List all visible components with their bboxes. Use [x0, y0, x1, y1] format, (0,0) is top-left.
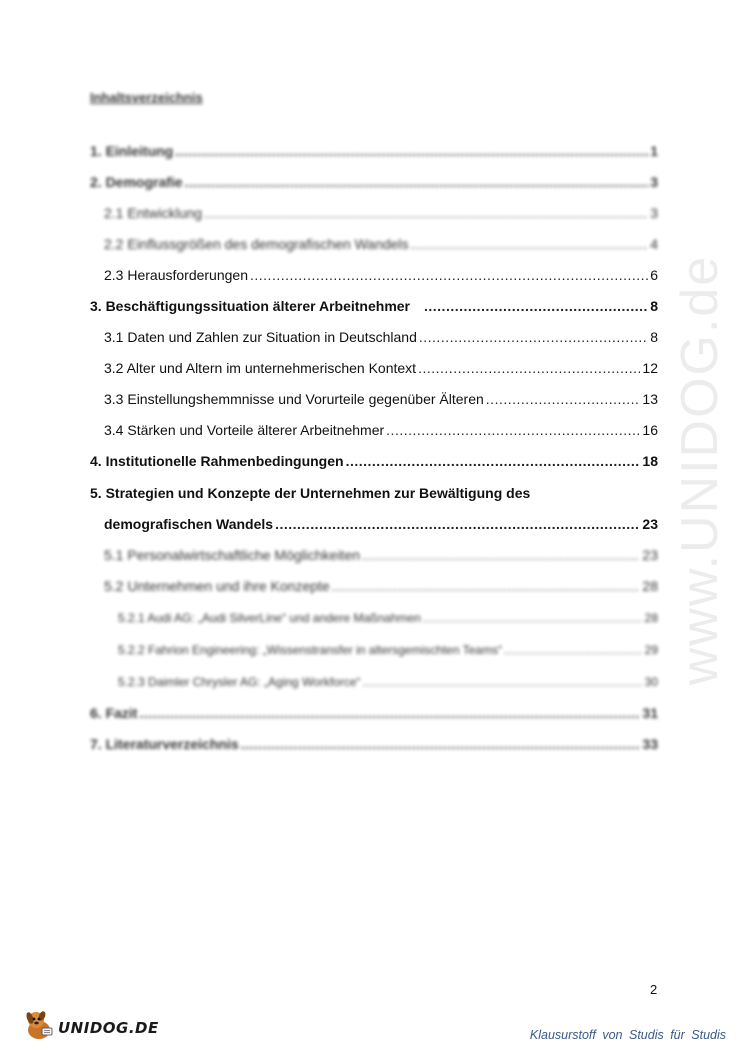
toc-entry[interactable]: [90, 452, 658, 470]
toc-entry-page: 16: [642, 422, 658, 438]
toc-entry-label: 2.2 Einflussgrößen des demografischen Wandels: [104, 236, 409, 252]
toc-entry-page: 13: [642, 391, 658, 407]
footer-slogan: Klausurstoff von Studis für Studis: [529, 1028, 726, 1042]
toc-entry[interactable]: [104, 359, 658, 377]
toc-entry[interactable]: [104, 390, 658, 408]
toc-entry-label: 3.3 Einstellungshemmnisse und Vorurteile gegenüber Älteren: [104, 391, 484, 407]
toc-entry[interactable]: [104, 421, 658, 439]
toc-leader-dots: [362, 546, 640, 564]
unidog-logo[interactable]: [22, 1008, 159, 1047]
toc-entry[interactable]: [118, 609, 658, 627]
toc-leader-dots: [332, 577, 641, 595]
watermark: www.UNIDOG.de: [671, 254, 729, 686]
toc-entry-page: 8: [650, 298, 658, 314]
toc-entry-page: 3: [650, 174, 658, 190]
toc-entry-page: 1: [650, 143, 658, 159]
toc-entry[interactable]: [90, 735, 658, 753]
toc-entry[interactable]: [104, 577, 658, 595]
toc-entry[interactable]: [104, 204, 658, 222]
toc-entry-page: 12: [642, 360, 658, 376]
toc-entry-label: 3.2 Alter und Altern im unternehmerischen Kontext: [104, 360, 417, 376]
dog-mascot-icon: [22, 1008, 56, 1047]
toc-leader-dots: [423, 609, 643, 627]
toc-leader-dots: [241, 735, 641, 753]
toc-entry-label: 3. Beschäftigungssituation älterer Arbeitnehmer: [90, 298, 410, 314]
toc-entry-page: 23: [642, 547, 658, 563]
toc-entry-label: 1. Einleitung: [90, 143, 174, 159]
toc-entry-page: 18: [642, 453, 658, 469]
toc-entry-label: 5.2 Unternehmen und ihre Konzepte: [104, 578, 330, 594]
toc-entry-label: 3.1 Daten und Zahlen zur Situation in Deutschland: [104, 329, 417, 345]
toc-entry-page: 3: [650, 205, 658, 221]
toc-entry[interactable]: [90, 297, 658, 315]
toc-leader-dots: [411, 235, 649, 253]
toc-entry-label: 7. Literaturverzeichnis: [90, 736, 239, 752]
toc-entry-label: 2.3 Herausforderungen: [104, 267, 248, 283]
toc-leader-dots: [486, 390, 641, 408]
toc-entry-page: 31: [642, 705, 658, 721]
toc-entry-label: 4. Institutionelle Rahmenbedingungen: [90, 453, 344, 469]
toc-leader-dots: [185, 173, 649, 191]
toc-leader-dots: [363, 673, 643, 691]
toc-entry[interactable]: [104, 235, 658, 253]
toc-entry-label: 5. Strategien und Konzepte der Unternehmen zur Bewältigung des: [90, 485, 531, 501]
page-number: 2: [650, 982, 658, 997]
toc-entry[interactable]: [104, 266, 658, 284]
toc-entry-page: 6: [650, 267, 658, 283]
toc-entry[interactable]: [104, 328, 658, 346]
toc-entry[interactable]: [90, 484, 658, 502]
toc-entry-label: 5.2.1 Audi AG: „Audi SilverLine“ und andere Maßnahmen: [118, 611, 421, 625]
toc-leader-dots: [250, 266, 648, 284]
toc-entry-label: 3.4 Stärken und Vorteile älterer Arbeitnehmer: [104, 422, 385, 438]
toc-leader-dots: [504, 641, 643, 659]
toc-entry-page: 8: [650, 329, 658, 345]
toc-leader-dots: [386, 421, 640, 439]
toc-entry-page: 33: [642, 736, 658, 752]
toc-entry[interactable]: [118, 673, 658, 691]
toc-leader-dots: [139, 704, 640, 722]
toc-entry-label: 5.2.3 Daimler Chrysler AG: „Aging Workforce“: [118, 675, 361, 689]
logo-text: UNIDOG.DE: [58, 1018, 159, 1037]
toc-leader-dots: [204, 204, 648, 222]
toc-title: Inhaltsverzeichnis: [90, 90, 203, 105]
toc-entry-label: 2. Demografie: [90, 174, 183, 190]
toc-entry-label: 5.1 Personalwirtschaftliche Möglichkeiten: [104, 547, 361, 563]
toc-entry-continuation[interactable]: [104, 515, 658, 533]
toc-entry-label: 6. Fazit: [90, 705, 138, 721]
toc-entry-page: 28: [642, 578, 658, 594]
toc-entry-page: 29: [644, 643, 658, 657]
toc-entry-label: 2.1 Entwicklung: [104, 205, 203, 221]
toc-leader-dots: [418, 359, 640, 377]
toc-entry-page: 4: [650, 236, 658, 252]
toc-entry-page: 28: [644, 611, 658, 625]
toc-leader-dots: [424, 297, 648, 315]
toc-entry-label: 5.2.2 Fahrion Engineering: „Wissenstransfer in altersgemischten Teams“: [118, 643, 502, 657]
toc-entry[interactable]: [90, 142, 658, 160]
toc-entry[interactable]: [118, 641, 658, 659]
toc-leader-dots: [275, 515, 640, 533]
toc-entry-page: 23: [642, 516, 658, 532]
toc-leader-dots: [346, 452, 641, 470]
toc-entry-label: demografischen Wandels: [104, 516, 274, 532]
toc-entry[interactable]: [104, 546, 658, 564]
toc-entry[interactable]: [90, 173, 658, 191]
toc-entry[interactable]: [90, 704, 658, 722]
toc-entry-page: 30: [644, 675, 658, 689]
toc-leader-dots: [419, 328, 648, 346]
toc-leader-dots: [175, 142, 648, 160]
